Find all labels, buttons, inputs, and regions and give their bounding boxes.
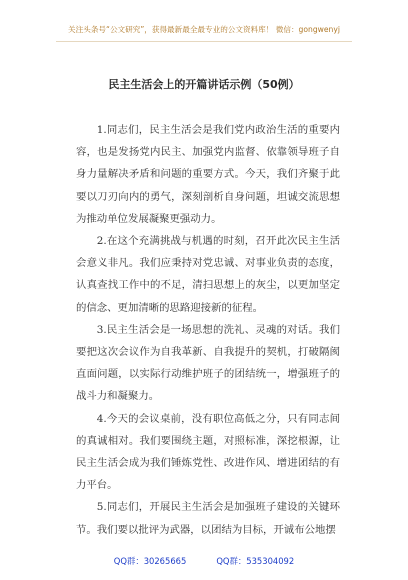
header-divider xyxy=(56,41,352,42)
paragraph-2: 2.在这个充满挑战与机遇的时刻，召开此次民主生活会意义非凡。我们应秉持对党忠诚、对事业负责的态度，认真查找工作中的不足，清扫思想上的灰尘，以更加坚定的信念、更加清晰的思路迎接新的征程。 xyxy=(76,235,340,314)
footer-qq-group-1: QQ群：30265665 xyxy=(113,556,187,566)
paragraph-4: 4.今天的会议桌前，没有职位高低之分，只有同志间的真诚相对。我们要围绕主题，对照标准，深挖根源，让民主生活会成为我们锤炼党性、改进作风、增进团结的有力平台。 xyxy=(76,412,340,492)
document-body xyxy=(76,119,340,541)
document-title: 民主生活会上的开篇讲话示例（50例） xyxy=(108,78,300,91)
paragraph-3: 3.民主生活会是一场思想的洗礼、灵魂的对话。我们要把这次会议作为自我革新、自我提升的契机，打破隔阂直面问题，以实际行动维护班子的团结统一，增强班子的战斗力和凝聚力。 xyxy=(76,323,340,403)
header-note: 关注头条号“公文研究”，获得最新最全最专业的公文资料库！ 微信：gongwenyj xyxy=(68,25,340,34)
paragraph-5: 5.同志们，开展民主生活会是加强班子建设的关键环节。我们要以批评为武器，以团结为目标，开诚布公地摆 xyxy=(76,501,340,536)
footer-qq-group-2: QQ群：535304092 xyxy=(216,556,295,566)
footer-contact xyxy=(0,555,408,567)
paragraph-1: 1.同志们，民主生活会是我们党内政治生活的重要内容，也是发扬党内民主、加强党内监督、依靠领导班子自身力量解决矛盾和问题的重要方式。今天，我们齐聚于此要以刀刃向内的勇气，深刻剖析自身问题，坦诚交流思想为推动单位发展凝聚更强动力。 xyxy=(76,124,340,225)
